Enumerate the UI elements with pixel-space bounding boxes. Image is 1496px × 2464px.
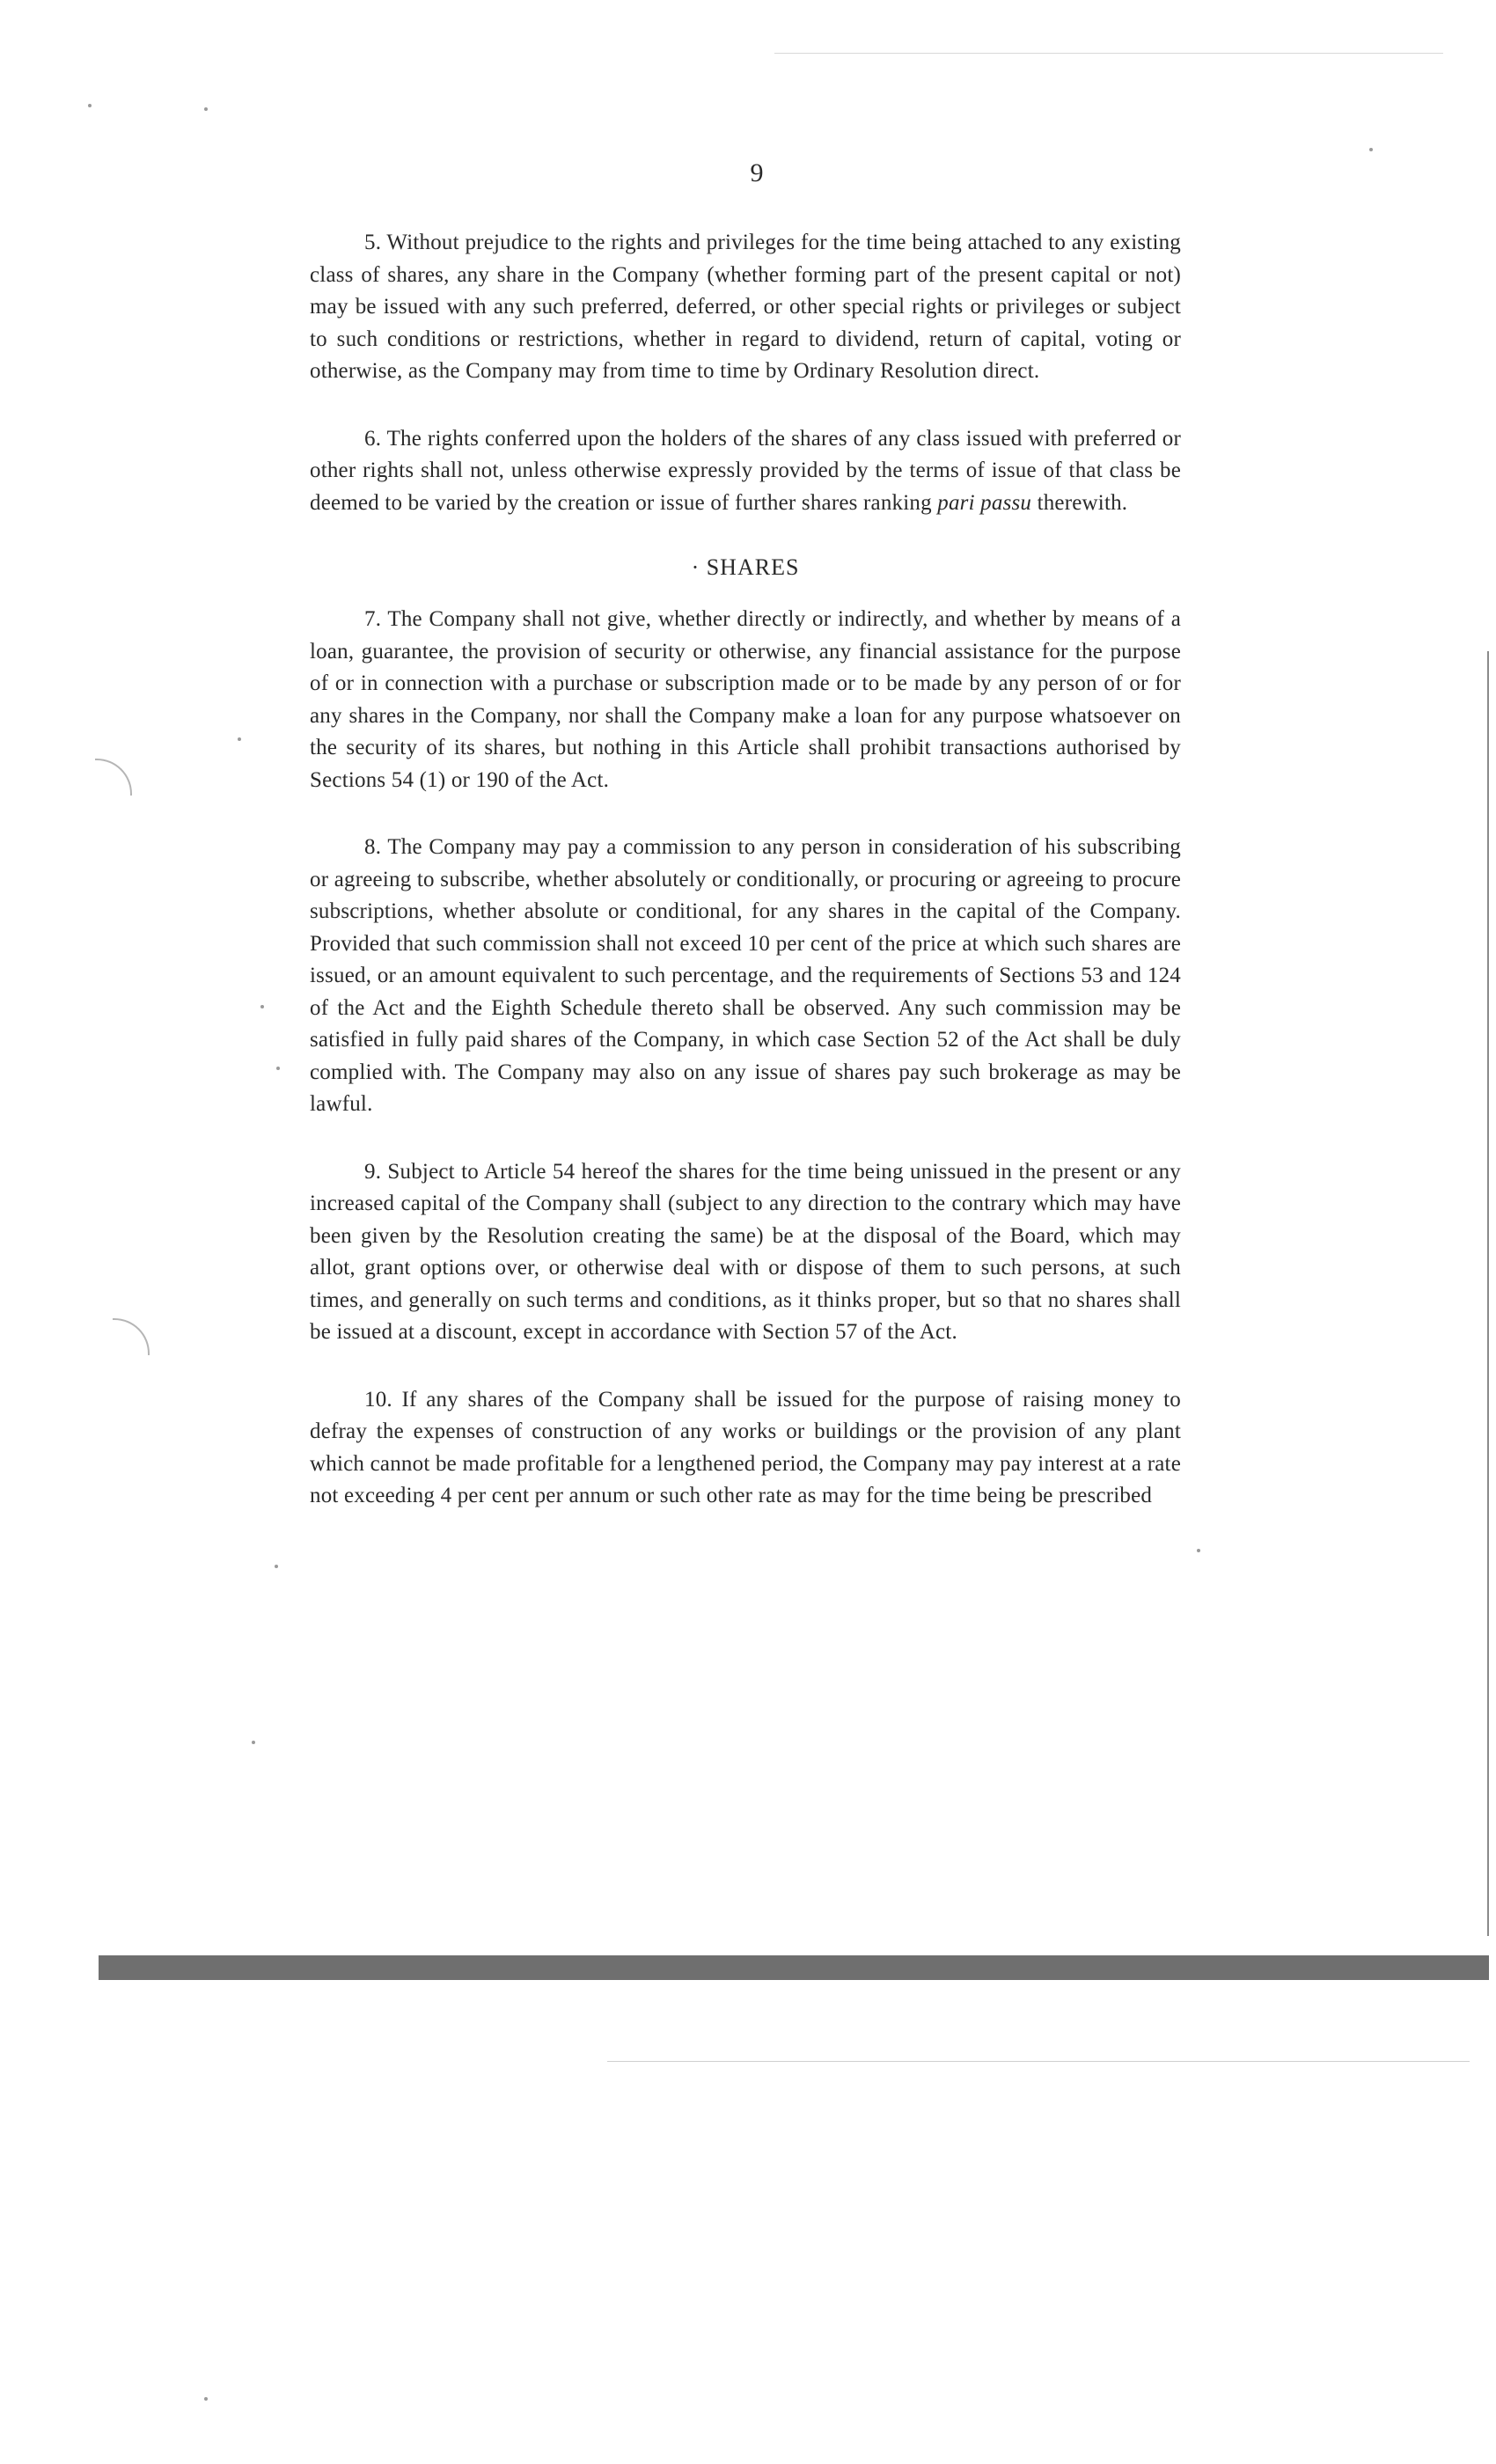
- scan-edge-line-bottom: [607, 2061, 1470, 2062]
- scan-page-edge: [1487, 651, 1489, 1936]
- scanner-shadow-bar: [99, 1955, 1489, 1980]
- article-6-italic-term: pari passu: [937, 490, 1032, 515]
- scan-speck: [204, 2397, 208, 2401]
- punch-hole-mark-upper: [95, 759, 132, 796]
- scan-edge-line-top: [774, 53, 1443, 54]
- document-body: [310, 227, 1181, 1548]
- scan-speck: [204, 107, 208, 111]
- scan-speck: [88, 104, 92, 107]
- page-number: 9: [750, 158, 764, 187]
- scan-speck: [1197, 1549, 1200, 1552]
- punch-hole-mark-lower: [113, 1318, 150, 1355]
- scan-speck: [260, 1005, 264, 1008]
- scan-speck: [276, 1067, 280, 1070]
- article-6-text-end: therewith.: [1031, 490, 1128, 515]
- scan-speck: [1369, 148, 1373, 151]
- scan-speck: [252, 1741, 255, 1744]
- scan-speck: [275, 1565, 278, 1568]
- article-5-paragraph: 5. Without prejudice to the rights and privileges for the time being attached to any existing class of shares, any share in the Company (whether forming part of the present capital or not) may be issued with any such preferred, deferred, or other special rights or privileges or subject to such conditions or restrictions, whether in regard to dividend, return of capital, voting or otherwise, as the Company may from time to time by Ordinary Resolution direct.: [310, 231, 1181, 383]
- section-heading-shares: · SHARES: [691, 554, 800, 580]
- article-6-paragraph: [310, 423, 1181, 520]
- scan-speck: [238, 737, 241, 741]
- article-10-paragraph: 10. If any shares of the Company shall be issued for the purpose of raising money to defray the expenses of construction of any works or buildings or the provision of any plant which cannot be made profitable for a lengthened period, the Company may pay interest at a rate not exceeding 4 per cent per annum or such other rate as may for the time being be prescribed: [310, 1387, 1181, 1507]
- article-9-paragraph: 9. Subject to Article 54 hereof the shares for the time being unissued in the present or any increased capital of the Company shall (subject to any direction to the contrary which may have been given by the Resolution creating the same) be at the disposal of the Board, which may allot, grant options over, or otherwise deal with or dispose of them to such persons, at such times, and generally on such terms and conditions, as it thinks proper, but so that no shares shall be issued at a discount, except in accordance with Section 57 of the Act.: [310, 1159, 1181, 1344]
- article-7-paragraph: 7. The Company shall not give, whether directly or indirectly, and whether by means of a loan, guarantee, the provision of security or otherwise, any financial assistance for the purpose of or in connection with a purchase or subscription made or to be made by any person of or for any shares in the Company, nor shall the Company make a loan for any purpose whatsoever on the security of its shares, but nothing in this Article shall prohibit transactions authorised by Sections 54 (1) or 190 of the Act.: [310, 607, 1181, 792]
- article-8-paragraph: 8. The Company may pay a commission to any person in consideration of his subscribing or agreeing to subscribe, whether absolutely or conditionally, or procuring or agreeing to procure subscriptions, whether absolute or conditional, for any shares in the capital of the Company. Provided that such commission shall not exceed 10 per cent of the price at which such shares are issued, or an amount equivalent to such percentage, and the requirements of Sections 53 and 124 of the Act and the Eighth Schedule thereto shall be observed. Any such commission may be satisfied in fully paid shares of the Company, in which case Section 52 of the Act shall be duly complied with. The Company may also on any issue of shares pay such brokerage as may be lawful.: [310, 835, 1181, 1116]
- article-6-text-start: 6. The rights conferred upon the holders of the shares of any class issued with preferred or other rights shall not, unless otherwise expressly provided by the terms of issue of that class be deemed to be varied by the creation or issue of further shares ranking: [310, 426, 1181, 515]
